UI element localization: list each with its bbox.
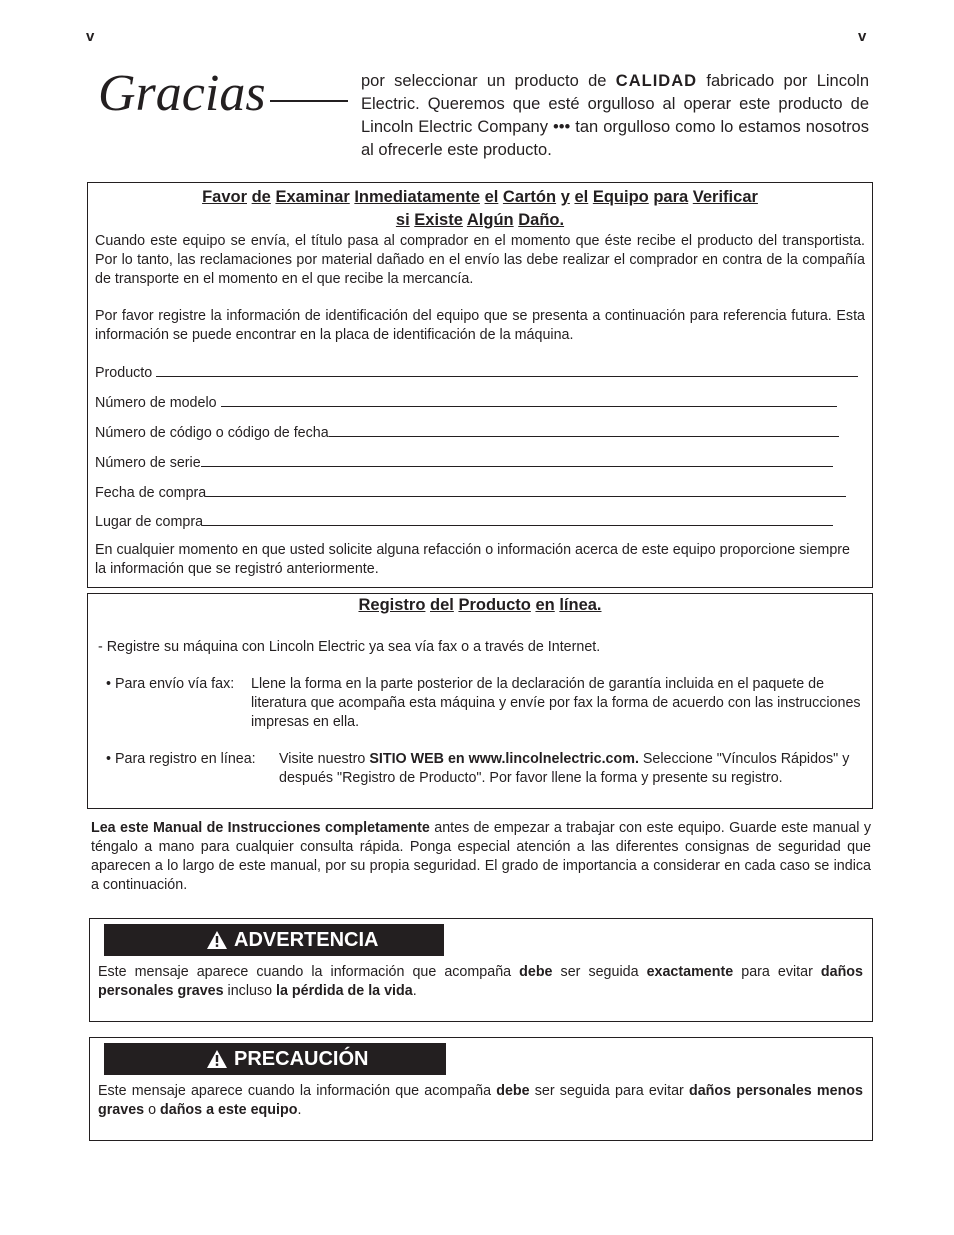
fill-line: [156, 363, 858, 377]
fill-line: [221, 393, 837, 407]
fill-line: [329, 423, 839, 437]
examine-title-word: para: [653, 188, 689, 206]
field-lugar[interactable]: [95, 512, 833, 532]
examine-title-word: el: [574, 188, 589, 206]
warning-triangle-icon: [206, 1049, 228, 1069]
examine-title-word: Algún: [466, 211, 514, 229]
fax-label: • Para envío vía fax:: [106, 676, 235, 692]
msg-text: Este mensaje aparece cuando la información que acompaña: [98, 1083, 497, 1099]
warning-message: [98, 963, 863, 1001]
msg-text: o: [144, 1102, 161, 1118]
registration-intro: - Registre su máquina con Lincoln Electric ya sea vía fax o a través de Internet.: [98, 639, 601, 655]
online-text: [279, 750, 861, 788]
examine-title-word: Examinar: [275, 188, 350, 206]
online-pre: Visite nuestro: [279, 751, 370, 767]
warning-box: [89, 918, 873, 1022]
registration-title-word: Producto: [458, 596, 531, 614]
fill-line: [203, 512, 833, 526]
intro-post: fabricado por Lincoln Electric. Queremos que esté orgulloso al operar este producto de Lincoln Electric Company ••• tan orgulloso como lo estamos nosotros al ofrecerle este producto.: [361, 72, 869, 159]
msg-text: .: [297, 1102, 302, 1118]
msg-bold: debe: [496, 1083, 530, 1099]
intro-bold: CALIDAD: [615, 72, 698, 90]
registration-title-word: del: [430, 596, 454, 614]
examine-title-line2: [88, 209, 872, 232]
msg-bold: daños a este equipo: [160, 1102, 298, 1118]
msg-bold: exactamente: [646, 964, 734, 980]
examine-box: [87, 182, 873, 588]
fax-text: Llene la forma en la parte posterior de la declaración de garantía incluida en el paquete de literatura que acompaña esta máquina y envíe por fax la forma de acuerdo con las instrucciones impresas en ella.: [251, 676, 861, 730]
intro-text: [361, 70, 869, 162]
caution-banner: [104, 1043, 446, 1075]
field-modelo[interactable]: [95, 393, 837, 413]
examine-title-word: Verificar: [692, 188, 758, 206]
field-serie[interactable]: [95, 453, 833, 473]
registration-title-word: Registro: [358, 596, 426, 614]
examine-title: [88, 186, 872, 232]
examine-paragraph-2: Por favor registre la información de identificación del equipo que se presenta a continuación para referencia futura. Esta información se puede encontrar en la placa de identificación de la máquina.: [95, 308, 865, 343]
caution-message: [98, 1082, 863, 1120]
gracias-heading: Gracias: [98, 65, 266, 122]
examine-title-word: y: [560, 188, 570, 206]
examine-title-line1: [88, 186, 872, 209]
examine-paragraph-3: En cualquier momento en que usted solicite alguna refacción o información acerca de este equipo proporcione siempre la información que se registró anteriormente.: [95, 542, 851, 577]
msg-bold: debe: [519, 964, 553, 980]
examine-title-word: Favor: [202, 188, 247, 206]
heading-rule: [270, 100, 348, 102]
intro-pre: por seleccionar un producto de: [361, 72, 616, 90]
field-label: Fecha de compra: [95, 485, 207, 501]
examine-title-word: el: [484, 188, 499, 206]
msg-bold: daños personales menos graves: [98, 1083, 863, 1118]
field-label: Número de código o código de fecha: [95, 425, 329, 441]
examine-title-word: si: [395, 211, 410, 229]
registration-title: [88, 594, 872, 617]
field-label: Número de serie: [95, 455, 201, 471]
warning-triangle-icon: [206, 930, 228, 950]
registration-title-word: línea.: [559, 596, 602, 614]
msg-text: para evitar: [733, 964, 821, 980]
fill-line: [201, 453, 833, 467]
msg-text: .: [412, 983, 417, 999]
warning-label: ADVERTENCIA: [234, 928, 379, 951]
field-producto[interactable]: [95, 363, 858, 383]
examine-title-word: Existe: [414, 211, 463, 229]
msg-text: ser seguida para evitar: [529, 1083, 689, 1099]
msg-text: ser seguida: [552, 964, 647, 980]
field-label: Número de modelo: [95, 395, 221, 411]
fill-line: [206, 483, 846, 497]
msg-text: Este mensaje aparece cuando la información que acompaña: [98, 964, 520, 980]
field-label: Lugar de compra: [95, 514, 204, 530]
warning-banner: [104, 924, 444, 956]
field-fecha[interactable]: [95, 483, 846, 503]
field-label: Producto: [95, 365, 157, 381]
examine-title-word: de: [251, 188, 271, 206]
page-number-right: v: [858, 28, 867, 45]
msg-text: incluso: [223, 983, 277, 999]
examine-title-word: Daño.: [518, 211, 565, 229]
read-manual-bold: Lea este Manual de Instrucciones completamente: [91, 820, 430, 836]
msg-bold: la pérdida de la vida: [276, 983, 413, 999]
page-number-left: v: [86, 28, 95, 45]
read-manual-paragraph: [91, 819, 871, 895]
website-link[interactable]: SITIO WEB en www.lincolnelectric.com.: [369, 751, 639, 767]
registration-title-word: en: [535, 596, 555, 614]
examine-title-word: Inmediatamente: [354, 188, 480, 206]
registration-box: [87, 593, 873, 809]
online-post: Seleccione "Vínculos Rápidos" y después "Registro de Producto". Por favor llene la forma y presente su registro.: [279, 751, 850, 786]
field-codigo[interactable]: [95, 423, 839, 443]
caution-box: [89, 1037, 873, 1141]
examine-paragraph-1: Cuando este equipo se envía, el título pasa al comprador en el momento que éste recibe el producto del transportista. Por lo tanto, las reclamaciones por material dañado en el envío las debe realizar el comprador en contra de la compañía de transporte en el momento en el que recibe la mercancía.: [95, 233, 865, 287]
examine-title-word: Equipo: [592, 188, 649, 206]
caution-label: PRECAUCIÓN: [234, 1047, 369, 1070]
read-manual-text: antes de empezar a trabajar con este equipo. Guarde este manual y téngalo a mano para cualquier consulta rápida. Ponga especial atención a las diferentes consignas de seguridad que aparecen a lo largo de este manual, por su propia seguridad. El grado de importancia a considerar en cada caso se indica a continuación.: [91, 820, 871, 893]
msg-bold: daños personales graves: [98, 964, 863, 999]
examine-title-word: Cartón: [502, 188, 557, 206]
online-label: • Para registro en línea:: [106, 751, 256, 767]
